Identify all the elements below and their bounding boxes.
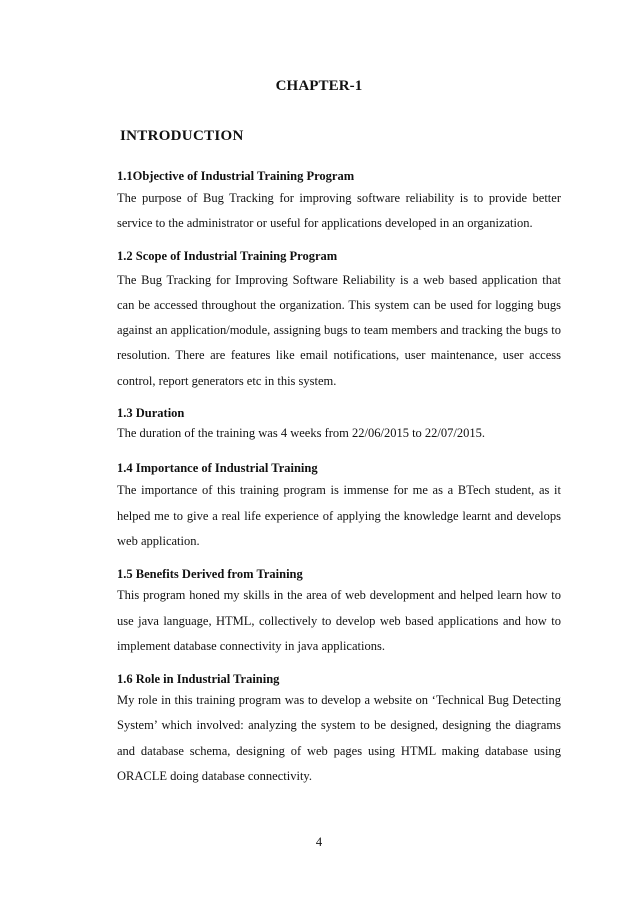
section-text-role: My role in this training program was to develop a website on ‘Technical Bug Detecting System’ which involved: analyzing the system to be designed, designing the diagrams and database schema, designing of web pages using HTML making database using ORACLE doing database connectivity. [117,693,561,784]
section-text-benefits: This program honed my skills in the area of web development and helped learn how to use java language, HTML, collectively to develop web based applications and how to implement database connectivity in java applications. [117,588,561,653]
section-heading-scope: 1.2 Scope of Industrial Training Program [117,248,338,263]
section-text-importance: The importance of this training program is immense for me as a BTech student, as it helped me to give a real life experience of applying the knowledge learnt and develops web application. [117,483,561,548]
page-number: 4 [315,835,323,849]
section-heading-objective: 1.1Objective of Industrial Training Program [117,169,355,183]
section-text-objective: The purpose of Bug Tracking for improving software reliability is to provide better service to the administrator or useful for applications developed in an organization. [117,191,561,231]
section-text-scope: The Bug Tracking for Improving Software Reliability is a web based application that can be accessed throughout the organization. This system can be used for logging bugs against an application/module, assigning bugs to team members and tracking the bugs to resolution. There are features like email notifications, user maintenance, user access control, report generators etc in this system. [117,272,561,388]
section-heading-importance: 1.4 Importance of Industrial Training [117,461,318,476]
chapter-title: CHAPTER-1 [275,78,363,94]
section-heading-duration: 1.3 Duration [117,406,185,421]
section-title: INTRODUCTION [120,128,244,144]
document-body [117,155,561,789]
section-heading-benefits: 1.5 Benefits Derived from Training [117,567,303,582]
section-heading-role: 1.6 Role in Industrial Training [117,672,280,687]
section-text-duration: The duration of the training was 4 weeks from 22/06/2015 to 22/07/2015. [117,426,485,441]
